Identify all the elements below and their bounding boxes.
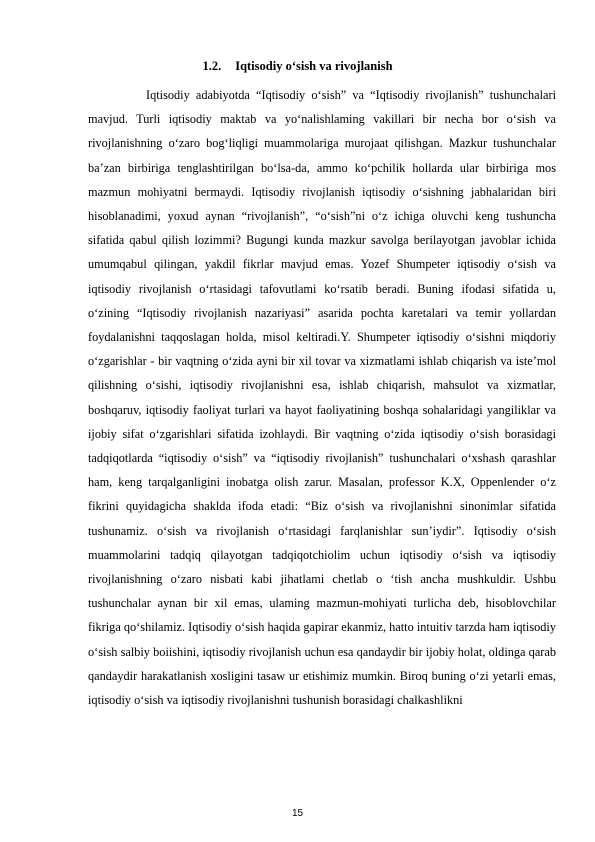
section-heading xyxy=(0,58,595,74)
body-text xyxy=(88,83,556,712)
page-number: 15 xyxy=(291,808,304,819)
body-paragraph: Iqtisodiy adabiyotda “Iqtisodiy o‘sish” va “Iqtisodiy rivojlanish” tushunchalari mavjud. Turli iqtisodiy maktab va yo‘nalishlaming vakillari bir necha bor o‘sish va rivojlanishning o‘zaro bog‘liqligi muammolariga murojaat qilishgan. Mazkur tushunchalar ba’zan birbiriga tenglashtirilgan bo‘lsa-da, ammo ko‘pchilik hollarda ular birbiriga mos mazmun mohiyatni bermaydi. Iqtisodiy rivojlanish iqtisodiy o‘sishning jabhalaridan biri hisoblanadimi, yoxud aynan “rivojlanish”, “o‘sish”ni o‘z ichiga oluvchi keng tushuncha sifatida qabul qilish lozimmi? Bugungi kunda mazkur savolga berilayotgan javoblar ichida umumqabul qilingan, yakdil fikrlar mavjud emas. Yozef Shumpeter iqtisodiy o‘sish va iqtisodiy rivojlanish o‘rtasidagi tafovutlami ko‘rsatib beradi. Buning ifodasi sifatida u, o‘zining “Iqtisodiy rivojlanish nazariyasi” asarida pochta karetalari va temir yollardan foydalanishni taqqoslagan holda, misol keltiradi.Y. Shumpeter iqtisodiy o‘sishni miqdoriy o‘zgarishlar - bir vaqtning o‘zida ayni bir xil tovar va xizmatlami ishlab chiqarish va iste’mol qilishning o‘sishi, iqtisodiy rivojlanishni esa, ishlab chiqarish, mahsulot va xizmatlar, boshqaruv, iqtisodiy faoliyat turlari va hayot faoliyatining boshqa sohalaridagi yangiliklar va ijobiy sifat o‘zgarishlari sifatida izohlaydi. Bir vaqtning o‘zida iqtisodiy o‘sish borasidagi tadqiqotlarda “iqtisodiy o‘sish” va “iqtisodiy rivojlanish” tushunchalari o‘xshash qarashlar ham, keng tarqalganligini inobatga olish zarur. Masalan, professor K.X, Oppenlender o‘z fikrini quyidagicha shaklda ifoda etadi: “Biz o‘sish va rivojlanishni sinonimlar sifatida tushunamiz. o‘sish va rivojlanish o‘rtasidagi farqlanishlar sun’iydir”. Iqtisodiy o‘sish muammolarini tadqiq qilayotgan tadqiqotchiolim uchun iqtisodiy o‘sish va iqtisodiy rivojlanishning o‘zaro nisbati kabi jihatlami chetlab o ‘tish ancha mushkuldir. Ushbu tushunchalar aynan bir xil emas, ulaming mazmun-mohiyati turlicha deb, hisoblovchilar fikriga qo‘shilamiz. Iqtisodiy o‘sish haqida gapirar ekanmiz, hatto intuitiv tarzda ham iqtisodiy o‘sish salbiy boiishini, iqtisodiy rivojlanish uchun esa qandaydir bir ijobiy holat, oldinga qarab qandaydir harakatlanish xosligini tasaw ur etishimiz mumkin. Biroq buning o‘zi yetarli emas, iqtisodiy o‘sish va iqtisodiy rivojlanishni tushunish borasidagi chalkashlikni xyxy=(88,88,556,708)
section-title: Iqtisodiy o‘sish va rivojlanish xyxy=(235,59,393,73)
section-number: 1.2. xyxy=(202,59,222,73)
